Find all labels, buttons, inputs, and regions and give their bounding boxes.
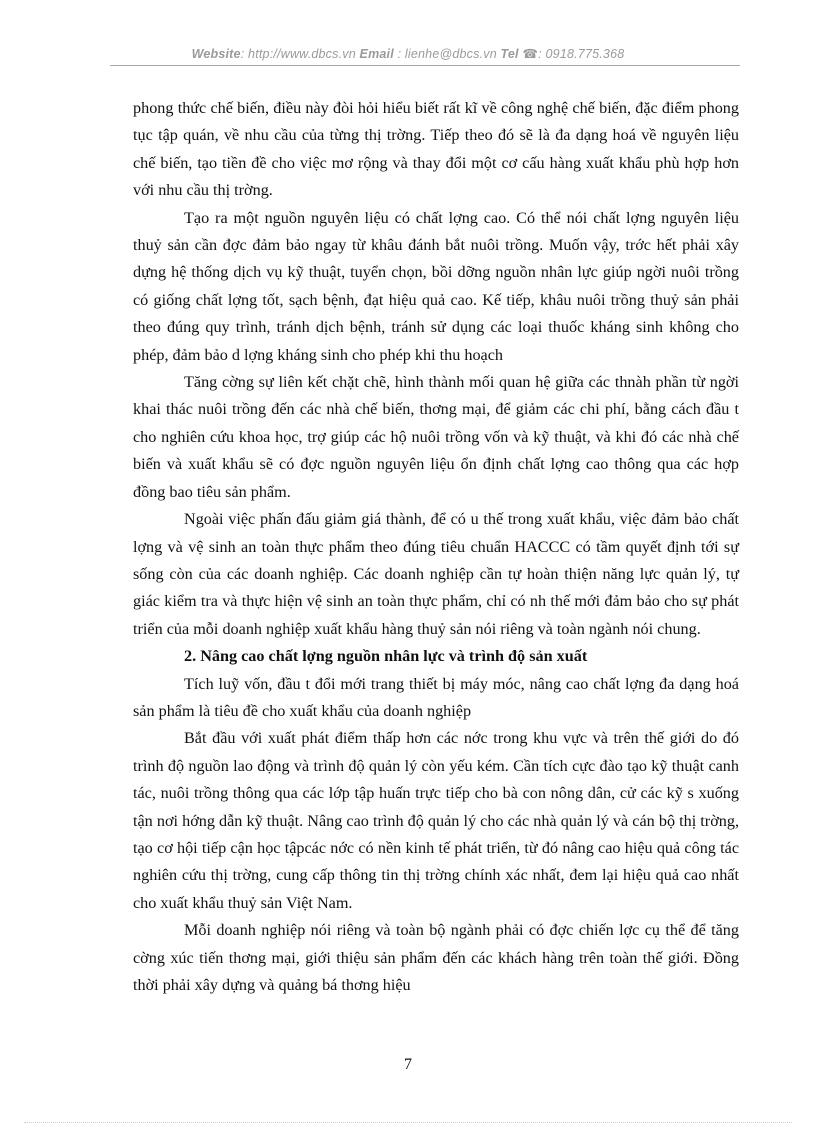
header-divider: [110, 65, 740, 66]
section-heading: 2. Nâng cao chất lợng nguồn nhân lực và trình độ sản xuất: [184, 647, 588, 666]
body-paragraph: Tạo ra một nguồn nguyên liệu có chất lợng cao. Có thể nói chất lợng nguyên liệu thuỷ sản cần đợc đảm bảo ngay từ khâu đánh bắt nuôi trồng. Muốn vậy, trớc hết phải xây dựng hệ thống dịch vụ kỹ thuật, tuyển chọn, bồi dỡng nguồn nhân lực giúp ngời nuôi trồng có giống chất lợng tốt, sạch bệnh, đạt hiệu quả cao. Kế tiếp, khâu nuôi trồng thuỷ sản phải theo đúng quy trình, tránh dịch bệnh, tránh sử dụng các loại thuốc kháng sinh không cho phép, đảm bảo d lợng kháng sinh cho phép khi thu hoạch: [133, 208, 739, 364]
body-paragraph: Tăng cờng sự liên kết chặt chẽ, hình thành mối quan hệ giữa các thnàh phần từ ngời khai thác nuôi trồng đến các nhà chế biến, thơng mại, để giảm các chi phí, bằng cách đầu t cho nghiên cứu khoa học, trợ giúp các hộ nuôi trồng vốn và kỹ thuật, và khi đó các nhà chế biến và xuất khẩu sẽ có đợc nguồn nguyên liệu ổn định chất lợng cao thông qua các hợp đồng bao tiêu sản phẩm.: [133, 373, 739, 501]
email-address[interactable]: : lienhe@dbcs.vn: [393, 47, 501, 61]
page-number: 7: [404, 1056, 412, 1073]
body-paragraph: Mỗi doanh nghiệp nói riêng và toàn bộ ngành phải có đợc chiến lợc cụ thể để tăng cờng xúc tiến thơng mại, giới thiệu sản phẩm đến các khách hàng trên toàn thế giới. Đồng thời phải xây dựng và quảng bá thơng hiệu: [133, 921, 739, 994]
body-paragraph: Tích luỹ vốn, đầu t đổi mới trang thiết bị máy móc, nâng cao chất lợng đa dạng hoá sản phẩm là tiêu đề cho xuất khẩu của doanh nghiệp: [133, 674, 739, 720]
document-body: [133, 95, 739, 999]
tel-label: Tel: [500, 47, 519, 61]
body-paragraph: Ngoài việc phấn đấu giảm giá thành, để có u thế trong xuất khẩu, việc đảm bảo chất lợng và vệ sinh an toàn thực phẩm theo đúng tiêu chuẩn HACCC có tầm quyết định tới sự sống còn của các doanh nghiệp. Các doanh nghiệp cần tự hoàn thiện năng lực quản lý, tự giác kiểm tra và thực hiện vệ sinh an toàn thực phẩm, chỉ có nh thế mới đảm bảo cho sự phát triển của mỗi doanh nghiệp xuất khẩu hàng thuỷ sản nói riêng và toàn ngành nói chung.: [133, 510, 739, 638]
tel-number: ☎: 0918.775.368: [518, 47, 625, 61]
email-label: Email: [359, 47, 394, 61]
body-paragraph: phong thức chế biến, điều này đòi hỏi hiểu biết rất kĩ về công nghệ chế biến, đặc điểm phong tục tập quán, về nhu cầu của từng thị trờng. Tiếp theo đó sẽ là đa dạng hoá về nguyên liệu chế biến, tạo tiền đề cho việc mơ rộng và thay đổi một cơ cấu hàng xuất khẩu phù hợp hơn với nhu cầu thị trờng.: [133, 99, 739, 200]
body-paragraph: Bắt đầu với xuất phát điểm thấp hơn các nớc trong khu vực và trên thế giới do đó trình độ nguồn lao động và trình độ quản lý còn yếu kém. Cần tích cực đào tạo kỹ thuật canh tác, nuôi trồng thông qua các lớp tập huấn trực tiếp cho bà con nông dân, cử các kỹ s xuống tận nơi hớng dẫn kỹ thuật. Nâng cao trình độ quản lý cho các nhà quản lý và cán bộ thị trờng, tạo cơ hội tiếp cận học tậpcác nớc có nền kinh tế phát triển, từ đó nâng cao hiệu quả công tác nghiên cứu thị trờng, cung cấp thông tin thị trờng chính xác nhất, đem lại hiệu quả cao nhất cho xuất khẩu thuỷ sản Việt Nam.: [133, 729, 739, 912]
website-label: Website: [191, 47, 241, 61]
website-url[interactable]: : http://www.dbcs.vn: [240, 47, 360, 61]
page-header: [0, 46, 816, 61]
